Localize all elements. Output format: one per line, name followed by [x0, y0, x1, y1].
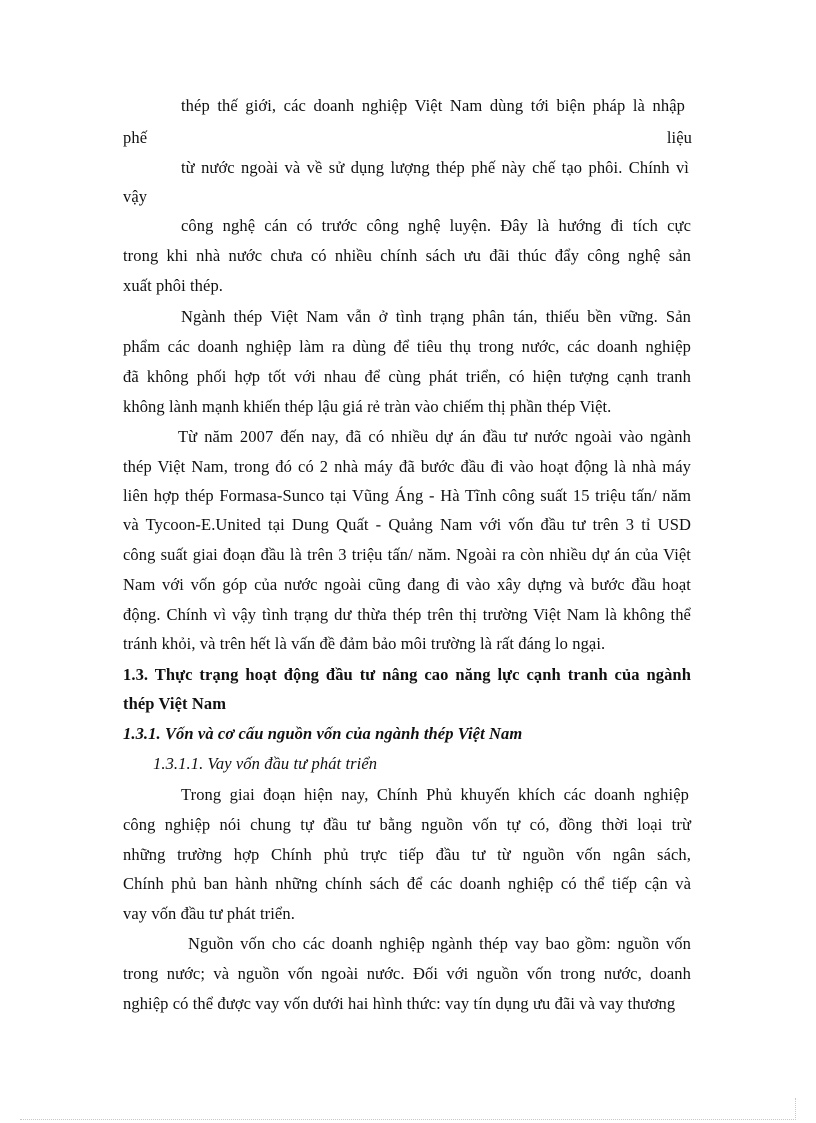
text-line: vay vốn đầu tư phát triển. [123, 904, 295, 923]
text-line: động. Chính vì vậy tình trạng dư thừa thép trên thị trường Việt Nam là không thể [123, 605, 691, 624]
text-line: và Tycoon-E.United tại Dung Quất - Quảng Nam với vốn đầu tư trên 3 tỉ USD [123, 515, 691, 534]
sub-subsection-heading: 1.3.1.1. Vay vốn đầu tư phát triển [153, 754, 378, 773]
text-line: trong khi nhà nước chưa có nhiều chính sách ưu đãi thúc đẩy công nghệ sản [123, 246, 691, 265]
page-border-rule [20, 1119, 796, 1120]
text-line: trong nước; và nguồn vốn ngoài nước. Đối với nguồn vốn trong nước, doanh [123, 964, 691, 983]
text-line: thép Việt Nam, trong đó có 2 nhà máy đã bước đầu đi vào hoạt động là nhà máy [123, 457, 691, 476]
text-line: liên hợp thép Formasa-Sunco tại Vũng Áng - Hà Tĩnh công suất 15 triệu tấn/ năm [123, 486, 691, 505]
text-line: Chính phủ ban hành những chính sách để các doanh nghiệp có thể tiếp cận và [123, 874, 691, 893]
text-line: đã không phối hợp tốt với nhau để cùng phát triển, có hiện tượng cạnh tranh [123, 367, 691, 386]
text-line: Ngành thép Việt Nam vẫn ở tình trạng phân tán, thiếu bền vững. Sản [181, 307, 691, 326]
text-line: xuất phôi thép. [123, 276, 224, 295]
text-line: Nam với vốn góp của nước ngoài cũng đang đi vào xây dựng và bước đầu hoạt [123, 575, 691, 594]
text-line: những trường hợp Chính phủ trực tiếp đầu tư từ nguồn vốn ngân sách, [123, 845, 691, 864]
subsection-heading: 1.3.1. Vốn và cơ cấu nguồn vốn của ngành thép Việt Nam [123, 724, 523, 743]
section-heading: 1.3. Thực trạng hoạt động đầu tư nâng cao năng lực cạnh tranh của ngành [123, 665, 691, 684]
text-line: công nghệ cán có trước công nghệ luyện. Đây là hướng đi tích cực [181, 216, 691, 235]
text-line: Trong giai đoạn hiện nay, Chính Phủ khuyến khích các doanh nghiệp [181, 785, 689, 804]
text-line: Nguồn vốn cho các doanh nghiệp ngành thép vay bao gồm: nguồn vốn [188, 934, 691, 953]
text-line: từ nước ngoài và về sử dụng lượng thép phế này chế tạo phôi. Chính vì [181, 158, 689, 177]
text-line: Từ năm 2007 đến nay, đã có nhiều dự án đầu tư nước ngoài vào ngành [178, 427, 691, 446]
text-line: vậy [123, 187, 148, 206]
section-heading: thép Việt Nam [123, 694, 227, 713]
text-line: công nghiệp nói chung tự đầu tư bằng nguồn vốn tự có, đồng thời loại trừ [123, 815, 691, 834]
text-line: công suất giai đoạn đầu là trên 3 triệu tấn/ năm. Ngoài ra còn nhiều dự án của Việt [123, 545, 691, 564]
text-line: liệu [666, 128, 692, 147]
text-line: thép thế giới, các doanh nghiệp Việt Nam dùng tới biện pháp là nhập [181, 96, 685, 115]
text-line: tránh khỏi, và trên hết là vấn đề đảm bảo môi trường là rất đáng lo ngại. [123, 634, 606, 653]
text-line: phế [123, 128, 148, 147]
text-line: nghiệp có thể được vay vốn dưới hai hình thức: vay tín dụng ưu đãi và vay thương [123, 994, 676, 1013]
text-line: phẩm các doanh nghiệp làm ra dùng để tiêu thụ trong nước, các doanh nghiệp [123, 337, 691, 356]
text-line: không lành mạnh khiến thép lậu giá rẻ tràn vào chiếm thị phần thép Việt. [123, 397, 612, 416]
page-border-corner [795, 1098, 796, 1120]
